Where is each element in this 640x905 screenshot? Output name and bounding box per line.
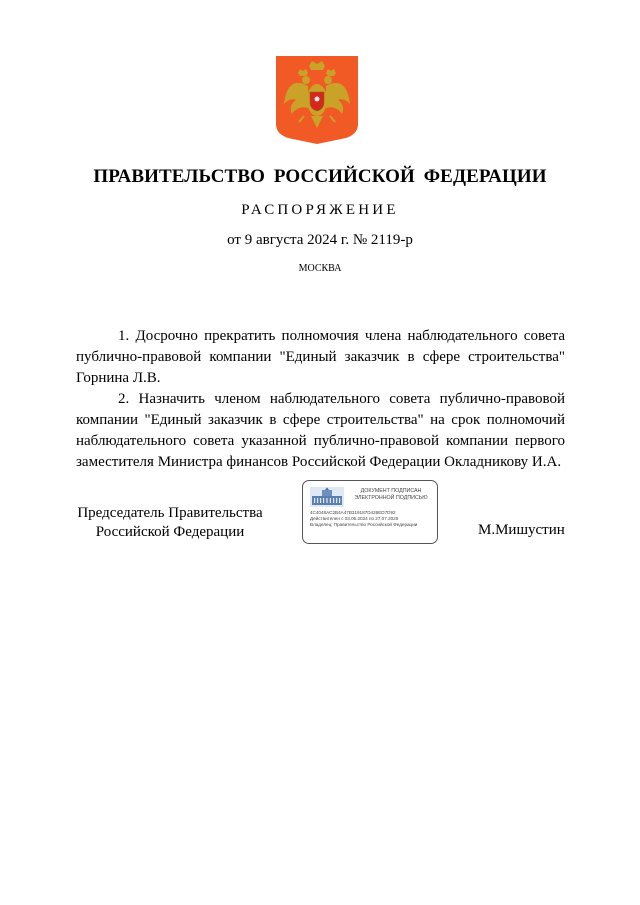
- stamp-heading-line-2: ЭЛЕКТРОННОЙ ПОДПИСЬЮ: [354, 495, 428, 501]
- signatory-name: М.Мишустин: [478, 522, 565, 538]
- paragraph-1: 1. Досрочно прекратить полномочия члена наблюдательного совета публично-правовой компании "Единый заказчик в сфере строительства" Горнина Л.В.: [76, 328, 565, 386]
- stamp-heading: [345, 488, 437, 502]
- document-date-number: от 9 августа 2024 г. № 2119-р: [227, 232, 413, 248]
- document-city: МОСКВА: [298, 263, 342, 274]
- stamp-owner: Владелец: Правительство Российской Федерации: [310, 522, 418, 527]
- coat-of-arms-emblem: [276, 56, 358, 144]
- signatory-position-line-1: Председатель Правительства: [77, 505, 263, 521]
- signatory-position-line-2: Российской Федерации: [95, 524, 245, 540]
- signatory-position: [70, 504, 270, 542]
- stamp-heading-line-1: ДОКУМЕНТ ПОДПИСАН: [360, 488, 422, 494]
- electronic-signature-stamp: [302, 480, 438, 544]
- government-building-icon: [310, 487, 344, 507]
- document-type: РАСПОРЯЖЕНИЕ: [241, 202, 399, 218]
- paragraph-2: 2. Назначить членом наблюдательного совета публично-правовой компании "Единый заказчик в сфере строительства" на срок полномочий наблюдательного совета указанной публично-правовой компании первого заместителя Министра финансов Российской Федерации Окладникову И.А.: [76, 391, 565, 470]
- government-title: ПРАВИТЕЛЬСТВО РОССИЙСКОЙ ФЕДЕРАЦИИ: [93, 166, 547, 187]
- stamp-certificate: 4C4048AC2B4A47B319187D426ED7D92: [310, 510, 396, 515]
- stamp-validity: Действителен с 03.05.2024 по 27.07.2025: [310, 516, 399, 521]
